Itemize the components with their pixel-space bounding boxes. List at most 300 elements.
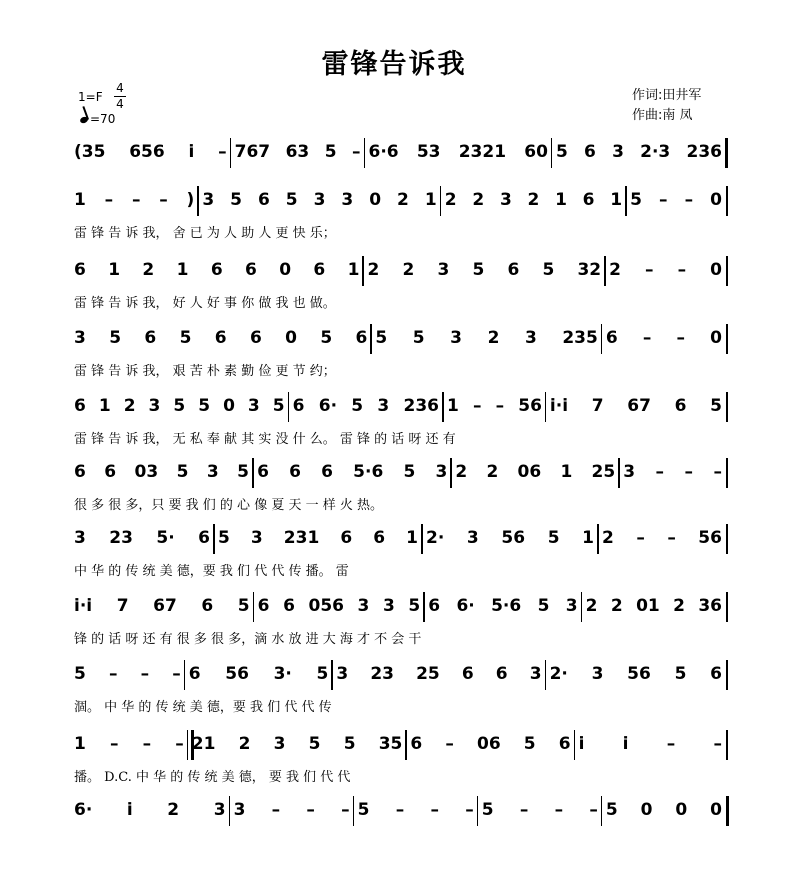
note-group: 5 [472,260,485,280]
tempo-value: =70 [90,112,116,126]
note-group: 7 [591,396,604,416]
note-group: 3 [357,596,370,616]
note-group: 6 [461,664,474,684]
measure-notes [482,800,598,824]
note-group: 3 [499,190,512,210]
note-group: 36 [698,596,722,616]
note-group: 7 [116,596,129,616]
measure-notes [192,734,403,758]
note-group: 53 [416,142,441,162]
barline [353,796,355,826]
note-group: – [142,734,152,754]
note-group: 6 [214,328,227,348]
measure-notes [74,328,367,352]
note-group: 2 [585,596,598,616]
note-group: – [104,190,114,210]
note-group: 0 [279,260,292,280]
barline [421,524,423,554]
measure-notes [375,328,597,352]
measure-notes [257,462,447,486]
note-group: 3 [336,664,349,684]
barline [213,524,215,554]
note-group: 35 [378,734,403,754]
note-group: 6 [710,664,722,684]
measure-notes [445,190,622,214]
note-group: 6 [495,664,508,684]
note-group: 0 [710,800,722,820]
note-group: 56 [225,664,249,684]
note-group: 0 [369,190,382,210]
barline-end [726,458,728,488]
measure-notes [426,528,594,552]
note-group: 63 [285,142,310,162]
barline [440,186,442,216]
barline-end [726,324,728,354]
barline [230,138,232,168]
note-group: i̇ [188,142,195,162]
note-group: 1 [424,190,437,210]
measure-notes [550,664,722,688]
note-group: – [140,664,150,684]
note-group: 67 [627,396,651,416]
note-group: 03 [134,462,159,482]
note-group: 3 [612,142,624,162]
quarter-note-icon [79,116,89,124]
barline [601,324,603,354]
note-group: 6 [257,190,270,210]
barline [362,256,364,286]
measure-notes [410,734,570,758]
note-group: 6 [188,664,201,684]
key-signature: 1=F [78,90,103,104]
note-group: 6 [584,142,596,162]
note-group: – [306,800,315,820]
note-group: 3· [273,664,292,684]
note-group: 3 [466,528,479,548]
note-group: 3 [273,734,286,754]
note-group: 56 [501,528,526,548]
note-group: – [445,734,454,754]
barline [545,660,547,690]
note-group: 3 [591,664,604,684]
note-group: 5 [176,462,189,482]
note-group: 5 [547,528,560,548]
note-group: 6 [289,462,301,482]
note-group: – [554,800,564,820]
score-system [0,524,788,584]
lyrics-line: 雷 锋 告 诉 我， 好 人 好 事 你 做 我 也 做。 [74,296,336,311]
note-group: 2 [472,190,485,210]
note-group: 2 [397,190,409,210]
measure-notes [74,396,285,420]
measure-notes [455,462,615,486]
lyrics-line: 锋 的 话 呀 还 有 很 多 很 多，滴 水 放 进 大 海 才 不 会 干 [74,632,422,647]
note-group: 5 [272,396,285,416]
score-system [0,324,788,384]
measure-notes [623,462,722,486]
note-group: 5·6 [491,596,522,616]
measure-notes [235,142,361,166]
lyrics-line: 雷 锋 告 诉 我， 无 私 奉 献 其 实 没 什 么。 雷 锋 的 话 呀 还 有 [74,432,456,447]
lyrics-line: 雷 锋 告 诉 我， 舍 已 为 人 助 人 更 快 乐； [74,226,336,241]
measure-notes [369,142,548,166]
note-group: i̇·i̇ [549,396,569,416]
note-group: 2321 [458,142,507,162]
barline [545,392,547,422]
barline [574,730,576,760]
note-group: 5· [156,528,175,548]
note-group: 231 [283,528,320,548]
note-group: 2 [487,328,500,348]
barline [618,458,620,488]
note-group: 25 [591,462,616,482]
note-group: 5 [343,734,356,754]
note-group: – [395,800,405,820]
note-group: 6 [582,190,595,210]
note-group: 5 [408,596,421,616]
note-group: – [676,328,685,348]
note-group: 235 [562,328,598,348]
note-group: 3 [377,396,390,416]
note-group: 5 [109,328,122,348]
note-group: 1 [582,528,594,548]
note-group: 5 [537,596,550,616]
note-group: – [519,800,529,820]
note-group: 5 [351,396,364,416]
note-group: 3 [148,396,161,416]
note-group: 3 [524,328,537,348]
score-system [0,592,788,652]
note-group: i̇·i̇ [74,596,93,616]
measure-notes [556,142,722,166]
barline [197,186,199,216]
note-group: 2·3 [640,142,671,162]
note-group: 3 [341,190,354,210]
note-group: 3 [233,800,246,820]
note-group: 2 [402,260,415,280]
barline [184,660,186,690]
note-group: 5 [375,328,388,348]
note-group: 6· [318,396,338,416]
note-group: 2 [455,462,468,482]
note-group: 6 [257,596,270,616]
note-group: 6 [313,260,326,280]
song-title: 雷锋告诉我 [321,49,467,80]
time-signature-bottom: 4 [116,97,124,111]
note-group: 6 [558,734,571,754]
barline-end [726,730,728,760]
note-group: 5 [630,190,643,210]
barline [253,592,255,622]
note-group: 656 [129,142,165,162]
measure-notes [74,664,181,688]
note-group: 5 [173,396,186,416]
barline [604,256,606,286]
score-system [0,458,788,518]
measure-notes [447,396,542,420]
barline [370,324,372,354]
note-group: 5 [285,190,298,210]
note-group: 5 [412,328,425,348]
note-group: 2· [549,664,568,684]
note-group: 6 [249,328,262,348]
barline-end [726,796,729,826]
note-group: 56 [698,528,722,548]
note-group: – [172,664,181,684]
note-group: 6 [74,462,86,482]
note-group: i̇ [622,734,629,754]
note-group: 1 [447,396,459,416]
note-group: 5 [237,596,250,616]
note-group: 0 [710,190,722,210]
note-group: – [109,734,119,754]
measure-notes [630,190,722,214]
note-group: 3 [450,328,463,348]
note-group: 23 [370,664,394,684]
note-group: 5 [674,664,687,684]
note-group: 5 [218,528,230,548]
note-group: 60 [524,142,548,162]
note-group: – [645,260,654,280]
note-group: 1 [347,260,360,280]
measure-notes [202,190,436,214]
lyrics-line: 涸。 中 华 的 传 统 美 德，要 我 们 代 代 传 [74,700,332,715]
note-group: 0 [640,800,653,820]
barline [405,730,407,760]
note-group: 1 [610,190,623,210]
note-group: 5 [179,328,192,348]
note-group: 5 [198,396,211,416]
barline [423,592,425,622]
note-group: 2 [673,596,685,616]
barline-end [726,256,728,286]
note-group: – [352,142,361,162]
note-group: 2 [123,396,136,416]
note-group: 236 [403,396,439,416]
score-system [0,730,788,790]
note-group: – [271,800,281,820]
note-group: 236 [686,142,722,162]
score-system [0,256,788,316]
note-group: 3 [435,462,448,482]
note-group: 3 [623,462,636,482]
note-group: – [159,190,168,210]
note-group: 1 [176,260,189,280]
note-group: – [131,190,141,210]
barline [477,796,479,826]
note-group: 2 [142,260,155,280]
note-group: 2 [167,800,180,820]
barline [331,660,333,690]
note-group: – [659,190,668,210]
note-group: 6 [201,596,214,616]
note-group: i̇ [578,734,585,754]
note-group: 3 [529,664,542,684]
note-group: – [684,190,694,210]
note-group: (35 [74,142,106,162]
note-group: 6 [144,328,157,348]
note-group: 6 [507,260,520,280]
measure-notes [234,800,350,824]
note-group: 3 [313,190,326,210]
note-group: 0 [710,328,722,348]
measure-notes [367,260,601,284]
note-group: 06 [517,462,542,482]
note-group: 3 [74,328,86,348]
note-group: 06 [477,734,501,754]
note-group: – [655,462,665,482]
note-group: – [667,528,676,548]
note-group: i̇ [126,800,133,820]
note-group: 5 [308,734,321,754]
measure-notes [293,396,439,420]
note-group: 6 [74,396,86,416]
measure-notes [74,596,250,620]
measure-notes [74,800,226,824]
note-group: 5 [710,396,722,416]
note-group: 3 [74,528,86,548]
note-group: 6 [292,396,305,416]
note-group: 6 [321,462,333,482]
lyrics-line: 雷 锋 告 诉 我， 艰 苦 朴 素 勤 俭 更 节 约； [74,364,336,379]
note-group: 6 [410,734,423,754]
barline [601,796,603,826]
barline [288,392,290,422]
note-group: – [589,800,598,820]
barline-end [726,392,728,422]
measure-notes [358,800,474,824]
note-group: 2 [609,260,621,280]
note-group: 5 [324,142,337,162]
barline [551,138,553,168]
note-group: – [713,462,722,482]
note-group: 5 [230,190,242,210]
note-group: – [636,528,645,548]
lyrics-line: 中 华 的 传 统 美 德，要 我 们 代 代 传 播。 雷 [74,564,349,579]
tempo-marking [80,112,115,126]
barline-end [726,592,728,622]
time-signature [114,82,126,111]
note-group: 5 [523,734,536,754]
measure-notes [258,596,421,620]
note-group: – [430,800,440,820]
measure-notes [74,142,227,166]
measure-notes [609,260,722,284]
note-group: 01 [636,596,660,616]
note-group: 0 [675,800,688,820]
note-group: 6 [198,528,210,548]
note-group: 0 [710,260,722,280]
note-group: 2 [610,596,623,616]
note-group: 6· [74,800,93,820]
note-group: 6· [456,596,475,616]
note-group: 1 [74,190,86,210]
note-group: 3 [206,462,219,482]
score-system [0,392,788,452]
note-group: 2 [527,190,540,210]
note-group: 3 [247,396,260,416]
note-group: 3 [202,190,215,210]
note-group: 5 [403,462,416,482]
note-group: 0 [223,396,235,416]
measure-notes [428,596,577,620]
lyricist: 作词:田井军 [632,88,702,103]
barline [364,138,366,168]
note-group: – [642,328,652,348]
note-group: – [218,142,227,162]
note-group: 0 [285,328,297,348]
note-group: 056 [308,596,344,616]
note-group: 21 [191,734,216,754]
barline-end [726,524,728,554]
measure-notes [189,664,329,688]
note-group: 5 [316,664,329,684]
measure-notes [74,462,249,486]
note-group: – [684,462,693,482]
note-group: 1 [74,734,86,754]
note-group: 1 [108,260,121,280]
note-group: – [175,734,184,754]
measure-notes [336,664,541,688]
note-group: 56 [518,396,542,416]
note-group: 2 [444,190,457,210]
measure-notes [74,528,210,552]
barline-end [726,660,728,690]
note-group: – [341,800,350,820]
measure-notes [606,800,722,824]
measure-notes [74,260,359,284]
note-group: 1 [98,396,111,416]
note-group: 6 [245,260,257,280]
measure-notes [74,734,184,758]
measure-notes [218,528,418,552]
note-group: 1 [406,528,418,548]
note-group: 6 [257,462,269,482]
note-group: 2· [426,528,445,548]
barline-end [726,138,728,168]
note-group: – [495,396,505,416]
measure-notes [550,396,722,420]
time-signature-top: 4 [116,81,124,95]
note-group: 3 [213,800,226,820]
note-group: 6 [428,596,441,616]
note-group: 2 [486,462,499,482]
note-group: 3 [250,528,263,548]
measure-notes [74,190,194,214]
note-group: 25 [416,664,440,684]
note-group: 6 [104,462,117,482]
note-group: 23 [109,528,133,548]
note-group: 5 [605,800,618,820]
note-group: 6 [340,528,353,548]
lyrics-line: 播。 D.C. 中 华 的 传 统 美 德， 要 我 们 代 代 [74,770,351,785]
barline [442,392,444,422]
note-group: – [713,734,722,754]
note-group: 5 [555,142,568,162]
barline [597,524,599,554]
note-group: 5·6 [353,462,384,482]
measure-notes [586,596,722,620]
note-group: 6·6 [368,142,399,162]
barline [229,796,231,826]
note-group: – [465,800,474,820]
credits-block [632,86,701,126]
note-group: 32 [577,260,602,280]
note-group: 56 [627,664,651,684]
note-group: 3 [382,596,395,616]
note-group: 6 [605,328,618,348]
note-group: 2 [602,528,614,548]
